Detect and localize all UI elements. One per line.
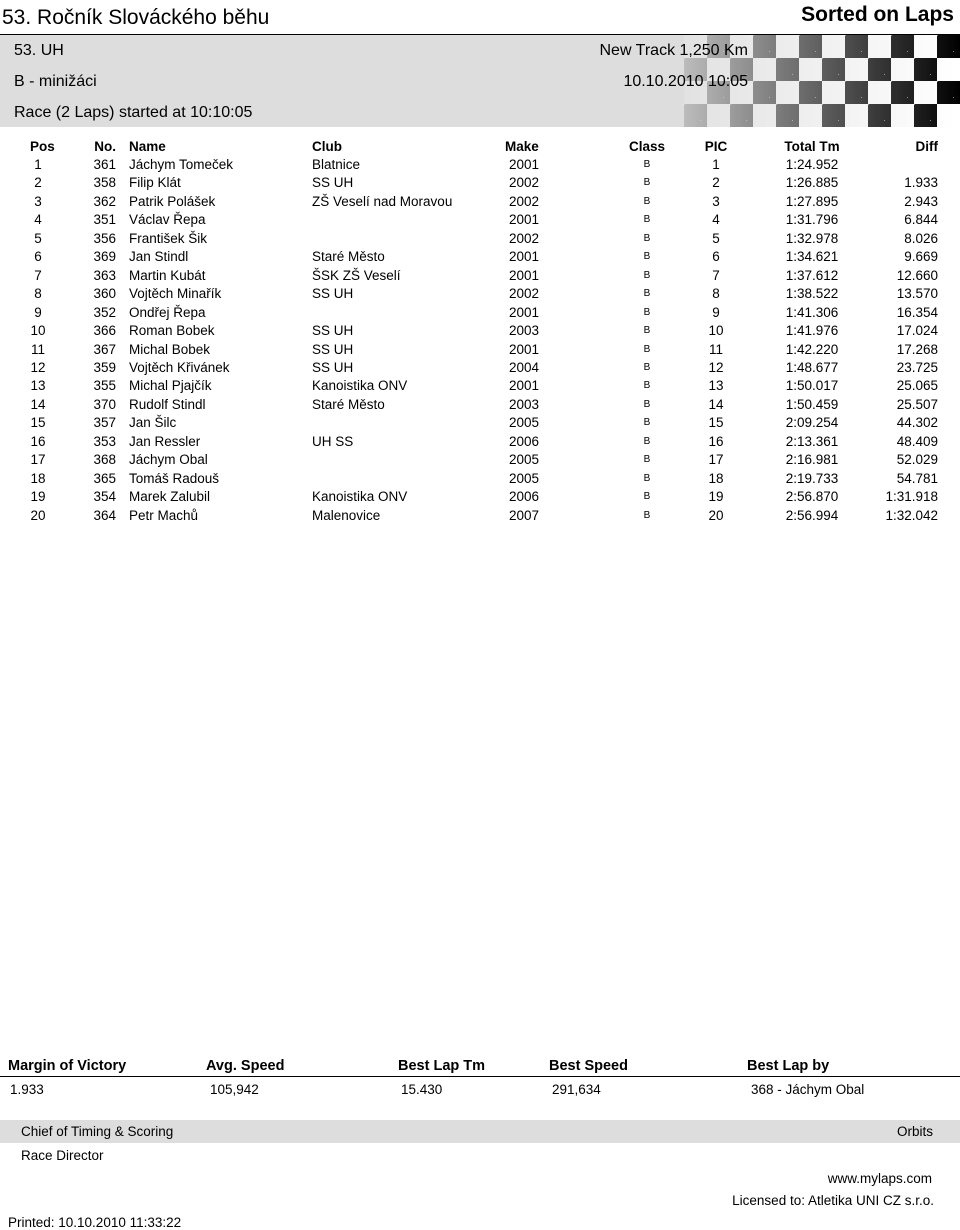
cell-club: SS UH (312, 341, 354, 357)
avg-speed-value: 105,942 (210, 1082, 259, 1097)
cell-make: 2006 (509, 489, 540, 505)
avg-speed-label: Avg. Speed (206, 1058, 285, 1074)
cell-make: 2002 (509, 230, 540, 246)
cell-diff: 17.268 (896, 341, 938, 357)
cell-diff: 9.669 (904, 249, 938, 265)
cell-class: B (643, 472, 651, 484)
cell-club: Staré Město (312, 396, 385, 412)
cell-no: 362 (93, 193, 116, 209)
race-header (0, 35, 960, 127)
cell-pos: 3 (34, 193, 42, 209)
cell-no: 358 (93, 175, 116, 191)
license-info: Licensed to: Atletika UNI CZ s.r.o. (732, 1193, 934, 1208)
cell-total: 1:38.522 (785, 286, 839, 302)
cell-make: 2001 (509, 157, 540, 172)
cell-total: 1:48.677 (785, 359, 839, 375)
cell-club: Blatnice (312, 157, 361, 172)
cell-total: 1:34.621 (785, 249, 839, 265)
cell-total: 1:24.952 (785, 157, 839, 172)
cell-no: 368 (93, 452, 116, 468)
cell-make: 2001 (509, 378, 540, 394)
cell-pic: 2 (712, 175, 720, 191)
cell-make: 2001 (509, 304, 540, 320)
cell-pic: 19 (708, 489, 724, 505)
cell-name: Vojtěch Minařík (129, 286, 222, 302)
cell-no: 370 (93, 396, 116, 412)
race-info: Race (2 Laps) started at 10:10:05 (14, 104, 253, 121)
cell-class: B (643, 417, 651, 429)
cell-pos: 11 (30, 341, 45, 357)
cell-pos: 5 (34, 230, 42, 246)
cell-club: ŠSK ZŠ Veselí (312, 267, 401, 283)
cell-no: 360 (93, 286, 116, 302)
cell-class: B (643, 288, 651, 300)
cell-diff: 52.029 (896, 452, 938, 468)
cell-pic: 3 (712, 193, 720, 209)
cell-pos: 19 (30, 489, 46, 505)
cell-pos: 17 (30, 452, 46, 468)
cell-name: Filip Klát (129, 175, 181, 191)
cell-name: Michal Bobek (129, 341, 211, 357)
cell-name: Václav Řepa (129, 212, 206, 228)
cell-club: Staré Město (312, 249, 385, 265)
cell-total: 1:31.796 (785, 212, 839, 228)
cell-name: Jan Šilc (129, 415, 177, 431)
cell-pos: 10 (30, 323, 46, 339)
cell-pos: 9 (34, 304, 42, 320)
cell-class: B (643, 380, 651, 392)
cell-make: 2006 (509, 433, 540, 449)
cell-name: Patrik Polášek (129, 193, 216, 209)
best-lap-tm-value: 15.430 (401, 1082, 443, 1097)
cell-class: B (643, 232, 651, 244)
cell-pic: 16 (708, 433, 724, 449)
cell-class: B (643, 269, 651, 281)
cell-diff: 1.933 (904, 175, 938, 191)
cell-class: B (643, 306, 651, 318)
cell-total: 1:41.306 (785, 304, 839, 320)
event-name: 53. UH (14, 42, 64, 59)
category-name: B - minižáci (14, 73, 97, 90)
cell-name: Jáchym Tomeček (129, 157, 234, 172)
cell-no: 352 (93, 304, 116, 320)
cell-class: B (643, 214, 651, 226)
cell-name: Michal Pjajčík (129, 378, 212, 394)
cell-total: 1:27.895 (785, 193, 839, 209)
col-class: Class (628, 139, 666, 154)
cell-club: SS UH (312, 175, 354, 191)
cell-no: 369 (93, 249, 116, 265)
cell-pic: 9 (712, 304, 720, 320)
cell-diff: 23.725 (896, 359, 938, 375)
cell-name: Ondřej Řepa (129, 304, 206, 320)
cell-no: 357 (93, 415, 116, 431)
cell-diff: 48.409 (896, 433, 938, 449)
cell-total: 1:50.017 (785, 378, 839, 394)
cell-make: 2005 (509, 452, 540, 468)
cell-total: 2:16.981 (785, 452, 839, 468)
cell-name: Marek Zalubil (129, 489, 211, 505)
cell-pos: 8 (34, 286, 42, 302)
col-diff: Diff (915, 139, 938, 154)
cell-name: Jáchym Obal (129, 452, 208, 468)
cell-class: B (643, 251, 651, 263)
cell-total: 2:19.733 (785, 470, 839, 486)
margin-value: 1.933 (10, 1082, 44, 1097)
cell-pos: 4 (34, 212, 42, 228)
cell-total: 2:56.870 (785, 489, 839, 505)
cell-class: B (643, 325, 651, 337)
col-total: Total Tm (784, 139, 840, 154)
cell-total: 1:42.220 (785, 341, 839, 357)
cell-club: ZŠ Veselí nad Moravou (312, 193, 453, 209)
cell-name: Tomáš Radouš (129, 470, 220, 486)
margin-label: Margin of Victory (8, 1058, 127, 1074)
cell-no: 364 (93, 507, 116, 523)
cell-no: 361 (93, 157, 116, 172)
orbits-brand: Orbits (896, 1124, 933, 1139)
cell-class: B (643, 435, 651, 447)
cell-no: 355 (93, 378, 116, 394)
col-name: Name (129, 139, 166, 154)
cell-pic: 1 (712, 157, 720, 172)
cell-no: 356 (93, 230, 116, 246)
best-speed-label: Best Speed (549, 1058, 628, 1074)
cell-pos: 13 (30, 378, 46, 394)
cell-diff: 25.065 (896, 378, 938, 394)
cell-make: 2004 (509, 359, 540, 375)
cell-make: 2002 (509, 193, 540, 209)
cell-make: 2001 (509, 341, 540, 357)
cell-pos: 15 (30, 415, 46, 431)
cell-no: 354 (93, 489, 116, 505)
cell-total: 2:09.254 (785, 415, 839, 431)
cell-pos: 14 (30, 396, 46, 412)
cell-make: 2001 (509, 212, 540, 228)
cell-make: 2003 (509, 396, 540, 412)
cell-name: Petr Machů (129, 507, 199, 523)
cell-class: B (643, 177, 651, 189)
cell-name: Roman Bobek (129, 323, 215, 339)
cell-pos: 7 (34, 267, 42, 283)
cell-pic: 11 (708, 341, 723, 357)
race-datetime: 10.10.2010 10:05 (623, 73, 748, 90)
cell-club: SS UH (312, 286, 354, 302)
cell-class: B (643, 159, 651, 170)
cell-class: B (643, 195, 651, 207)
cell-class: B (643, 343, 651, 355)
cell-name: František Šik (129, 230, 208, 246)
cell-pic: 20 (708, 507, 724, 523)
cell-make: 2005 (509, 415, 540, 431)
cell-diff: 2.943 (904, 193, 938, 209)
cell-pic: 12 (708, 359, 724, 375)
cell-diff: 6.844 (904, 212, 938, 228)
website-link[interactable]: www.mylaps.com (827, 1171, 932, 1186)
cell-make: 2007 (509, 507, 540, 523)
cell-diff: 13.570 (896, 286, 938, 302)
cell-diff: 12.660 (896, 267, 938, 283)
best-lap-by-value: 368 - Jáchym Obal (751, 1082, 865, 1097)
cell-name: Jan Stindl (129, 249, 189, 265)
chief-of-timing: Chief of Timing & Scoring (21, 1124, 174, 1139)
cell-diff: 17.024 (896, 323, 938, 339)
cell-pos: 20 (30, 507, 46, 523)
cell-class: B (643, 491, 651, 503)
cell-make: 2002 (509, 175, 540, 191)
cell-no: 353 (93, 433, 116, 449)
cell-pic: 8 (712, 286, 720, 302)
col-club: Club (312, 139, 342, 154)
cell-make: 2005 (509, 470, 540, 486)
cell-pos: 16 (30, 433, 46, 449)
cell-total: 1:26.885 (785, 175, 839, 191)
page-title: 53. Ročník Slováckého běhu (2, 6, 270, 29)
cell-total: 1:32.978 (785, 230, 839, 246)
cell-no: 365 (93, 470, 116, 486)
col-pic: PIC (704, 139, 728, 154)
best-lap-tm-label: Best Lap Tm (398, 1058, 486, 1074)
cell-pic: 15 (708, 415, 724, 431)
cell-make: 2001 (509, 267, 540, 283)
cell-pos: 1 (34, 157, 42, 172)
cell-no: 351 (93, 212, 116, 228)
printed-timestamp: Printed: 10.10.2010 11:33:22 (8, 1215, 182, 1230)
cell-total: 1:41.976 (785, 323, 839, 339)
cell-class: B (643, 454, 651, 466)
cell-total: 2:56.994 (785, 507, 839, 523)
cell-name: Vojtěch Křivánek (129, 359, 230, 375)
cell-total: 1:37.612 (785, 267, 839, 283)
cell-pic: 10 (708, 323, 724, 339)
cell-pos: 6 (34, 249, 42, 265)
cell-club: Malenovice (312, 507, 381, 523)
cell-pic: 4 (712, 212, 720, 228)
cell-club: Kanoistika ONV (312, 489, 408, 505)
cell-pic: 6 (712, 249, 720, 265)
best-lap-by-label: Best Lap by (747, 1058, 830, 1074)
cell-pic: 7 (712, 267, 720, 283)
cell-club: SS UH (312, 359, 354, 375)
cell-diff: 16.354 (896, 304, 938, 320)
cell-name: Martin Kubát (129, 267, 206, 283)
cell-make: 2002 (509, 286, 540, 302)
cell-club: SS UH (312, 323, 354, 339)
cell-diff: 1:32.042 (885, 507, 938, 523)
race-director: Race Director (21, 1148, 104, 1163)
cell-diff: 1:31.918 (885, 489, 938, 505)
cell-no: 366 (93, 323, 116, 339)
cell-diff: 44.302 (896, 415, 938, 431)
cell-name: Jan Ressler (129, 433, 201, 449)
cell-name: Rudolf Stindl (129, 396, 206, 412)
cell-total: 1:50.459 (785, 396, 839, 412)
cell-diff: 25.507 (896, 396, 938, 412)
cell-pic: 18 (708, 470, 724, 486)
cell-make: 2001 (509, 249, 540, 265)
cell-make: 2003 (509, 323, 540, 339)
cell-total: 2:13.361 (785, 433, 839, 449)
cell-pic: 5 (712, 230, 720, 246)
cell-pos: 12 (30, 359, 46, 375)
cell-diff: 54.781 (896, 470, 938, 486)
col-make: Make (505, 139, 539, 154)
col-no: No. (94, 139, 116, 154)
cell-no: 359 (93, 359, 116, 375)
cell-pos: 18 (30, 470, 46, 486)
cell-pos: 2 (34, 175, 42, 191)
cell-class: B (643, 361, 651, 373)
cell-club: Kanoistika ONV (312, 378, 408, 394)
cell-diff: 8.026 (904, 230, 938, 246)
cell-no: 363 (93, 267, 116, 283)
cell-pic: 17 (708, 452, 724, 468)
cell-club: UH SS (312, 433, 354, 449)
col-pos: Pos (30, 139, 55, 154)
title-bar (0, 0, 960, 35)
cell-pic: 13 (708, 378, 724, 394)
cell-class: B (643, 398, 651, 410)
track-info: New Track 1,250 Km (599, 42, 748, 59)
cell-no: 367 (93, 341, 116, 357)
cell-class: B (643, 509, 651, 521)
best-speed-value: 291,634 (552, 1082, 601, 1097)
sort-label: Sorted on Laps (801, 3, 954, 26)
cell-pic: 14 (708, 396, 724, 412)
summary-header (0, 1058, 960, 1077)
footer-bar (0, 1120, 960, 1143)
